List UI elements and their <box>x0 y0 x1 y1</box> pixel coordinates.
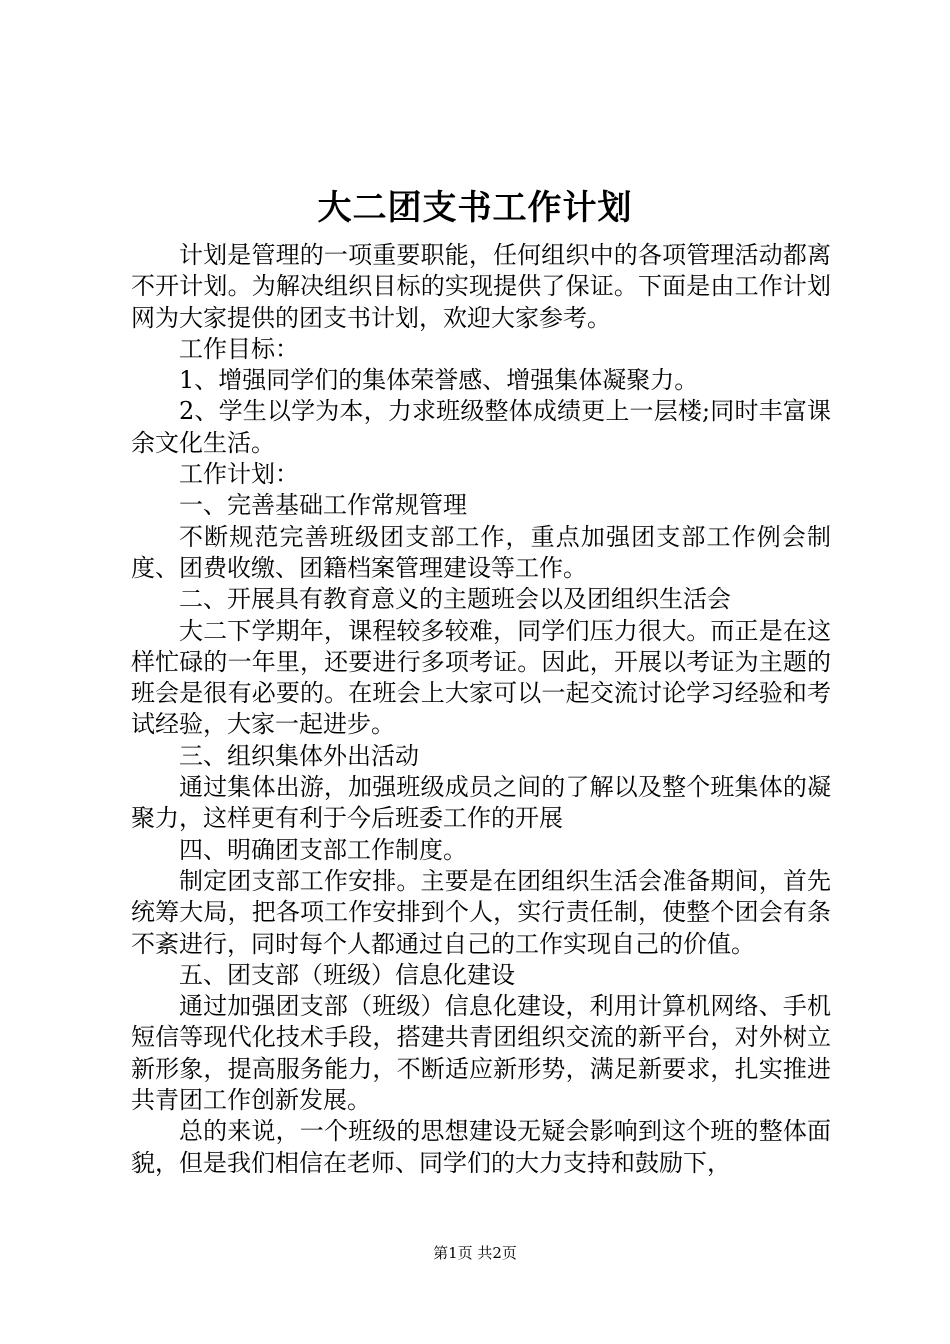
page-number-footer: 第1页 共2页 <box>433 1244 517 1262</box>
paragraph-section-2-body: 大二下学期年，课程较多较难，同学们压力很大。而正是在这样忙碌的一年里，还要进行多项考证。因此，开展以考证为主题的班会是很有必要的。在班会上大家可以一起交流讨论学习经验和考试经验，大家一起进步。 <box>131 616 831 739</box>
paragraph-section-1-heading: 一、完善基础工作常规管理 <box>179 491 467 520</box>
paragraph-goals-heading: 工作目标： <box>179 334 299 363</box>
document-body <box>131 240 831 1179</box>
paragraph-section-1-body: 不断规范完善班级团支部工作，重点加强团支部工作例会制度、团费收缴、团籍档案管理建设等工作。 <box>131 522 831 582</box>
paragraph-plan-heading: 工作计划： <box>179 460 299 489</box>
paragraph-section-3-heading: 三、组织集体外出活动 <box>179 741 419 770</box>
paragraph-section-4-body: 制定团支部工作安排。主要是在团组织生活会准备期间，首先统筹大局，把各项工作安排到个人，实行责任制，使整个团会有条不紊进行，同时每个人都通过自己的工作实现自己的价值。 <box>131 866 831 958</box>
paragraph-summary: 总的来说，一个班级的思想建设无疑会影响到这个班的整体面貌，但是我们相信在老师、同学们的大力支持和鼓励下， <box>131 1117 831 1177</box>
document-title: 大二团支书工作计划 <box>317 188 633 228</box>
paragraph-goal-2: 2、学生以学为本，力求班级整体成绩更上一层楼;同时丰富课余文化生活。 <box>131 397 831 457</box>
paragraph-section-4-heading: 四、明确团支部工作制度。 <box>179 835 467 864</box>
paragraph-section-5-heading: 五、团支部（班级）信息化建设 <box>179 960 515 989</box>
paragraph-goal-1: 1、增强同学们的集体荣誉感、增强集体凝聚力。 <box>179 366 699 395</box>
paragraph-section-2-heading: 二、开展具有教育意义的主题班会以及团组织生活会 <box>179 585 731 614</box>
paragraph-intro: 计划是管理的一项重要职能，任何组织中的各项管理活动都离不开计划。为解决组织目标的实现提供了保证。下面是由工作计划网为大家提供的团支书计划，欢迎大家参考。 <box>131 241 831 332</box>
paragraph-section-5-body: 通过加强团支部（班级）信息化建设，利用计算机网络、手机短信等现代化技术手段，搭建共青团组织交流的新平台，对外树立新形象，提高服务能力，不断适应新形势，满足新要求，扎实推进共青团工作创新发展。 <box>131 992 831 1115</box>
paragraph-section-3-body: 通过集体出游，加强班级成员之间的了解以及整个班集体的凝聚力，这样更有利于今后班委工作的开展 <box>131 773 831 833</box>
